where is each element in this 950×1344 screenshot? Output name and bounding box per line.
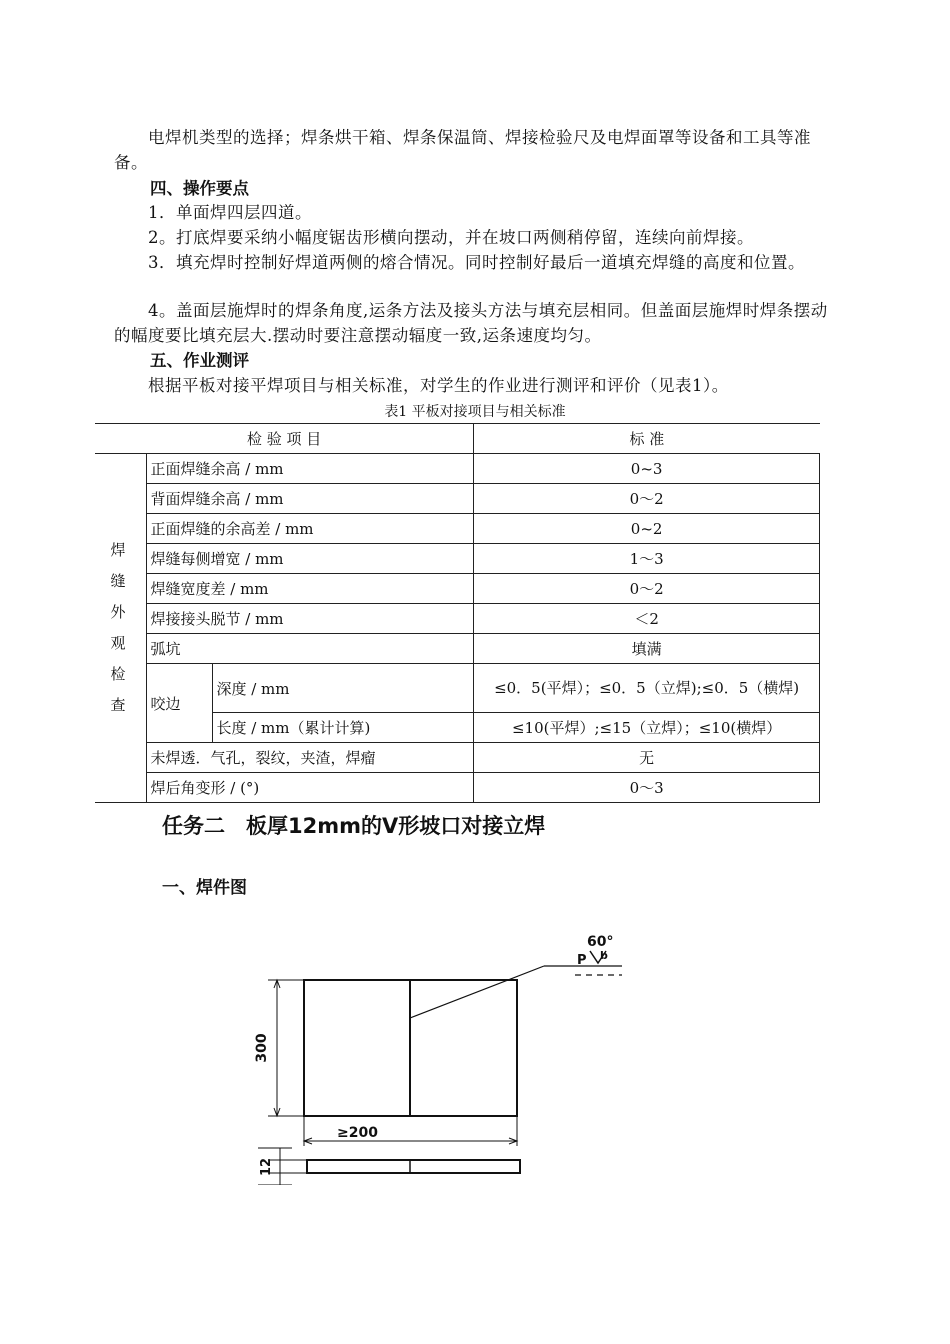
row-item: 焊缝每侧增宽 / mm [147,544,474,574]
paragraph-assessment: 根据平板对接平焊项目与相关标准，对学生的作业进行测评和评价（见表1）。 [148,376,729,395]
row-item: 焊接接头脱节 / mm [147,604,474,634]
row-item: 正面焊缝余高 / mm [147,454,474,484]
undercut-label: 咬边 [147,664,213,743]
undercut-depth-standard: ≤0．5(平焊）；≤0．5（立焊);≤0．5（横焊) [474,664,820,713]
weldment-drawing [240,925,640,1185]
table-row [95,664,820,713]
header-standard: 标 准 [474,424,820,454]
step-1: 1．单面焊四层四道。 [148,203,312,222]
undercut-length-standard: ≤10(平焊）;≤15（立焊）；≤10(横焊） [474,713,820,743]
group-char: 缝 [110,572,126,590]
row-standard: ＜2 [474,604,820,634]
groove-angle-label: 60° [587,934,614,950]
row-standard: 0～3 [474,773,820,803]
standards-table [95,423,820,803]
plate-side-view [307,1160,520,1173]
row-item: 背面焊缝余高 / mm [147,484,474,514]
row-standard: 1～3 [474,544,820,574]
leader-line [410,966,544,1018]
row-item: 正面焊缝的余高差 / mm [147,514,474,544]
group-label [95,454,147,803]
row-standard: 填满 [474,634,820,664]
height-dimension-label: 300 [254,1033,270,1063]
table-row [95,484,820,514]
width-dimension-label: ≥200 [337,1125,378,1141]
row-standard: 0～2 [474,574,820,604]
symbol-b-label: b [600,949,608,962]
group-char: 检 [110,665,126,683]
group-char: 查 [110,696,126,714]
table-row [95,454,820,484]
header-item: 检 验 项 目 [95,424,474,454]
table-caption: 表1 平板对接项目与相关标准 [384,404,566,420]
thickness-dimension-label: 12 [259,1157,274,1177]
step-2: 2。打底焊要采纳小幅度锯齿形横向摆动，并在坡口两侧稍停留，连续向前焊接。 [148,228,754,247]
row-item: 焊后角变形 / (°) [147,773,474,803]
row-item: 焊缝宽度差 / mm [147,574,474,604]
paragraph-equipment: 电焊机类型的选择；焊条烘干箱、焊条保温筒、焊接检验尺及电焊面罩等设备和工具等准备。 [114,128,811,172]
row-standard: 无 [474,743,820,773]
heading-operation-points: 四、操作要点 [150,179,249,198]
row-standard: 0~3 [474,454,820,484]
row-item: 未焊透．气孔，裂纹，夹渣，焊瘤 [147,743,474,773]
table-row [95,604,820,634]
step-3: 3．填充焊时控制好焊道两侧的熔合情况。同时控制好最后一道填充焊缝的高度和位置。 [148,253,805,272]
task-title: 任务二 板厚12mm的V形坡口对接立焊 [162,814,546,838]
group-char: 外 [110,603,126,621]
table-row [95,544,820,574]
section-weldment-drawing: 一、焊件图 [162,878,247,898]
undercut-length-label: 长度 / mm（累计计算) [213,713,474,743]
table-row [95,514,820,544]
table-row [95,773,820,803]
step-4: 4。盖面层施焊时的焊条角度,运条方法及接头方法与填充层相同。但盖面层施焊时焊条摆动的幅度要比填充层大.摆动时要注意摆动辐度一致,运条速度均匀。 [114,301,828,345]
group-char: 观 [110,634,126,652]
table-row [95,743,820,773]
table-row [95,634,820,664]
row-standard: 0～2 [474,484,820,514]
row-standard: 0~2 [474,514,820,544]
table-header-row [95,424,820,454]
symbol-p-label: P [577,953,587,968]
group-char: 焊 [110,541,126,559]
heading-assessment: 五、作业测评 [150,351,249,370]
undercut-depth-label: 深度 / mm [213,664,474,713]
table-row [95,574,820,604]
row-item: 弧坑 [147,634,474,664]
